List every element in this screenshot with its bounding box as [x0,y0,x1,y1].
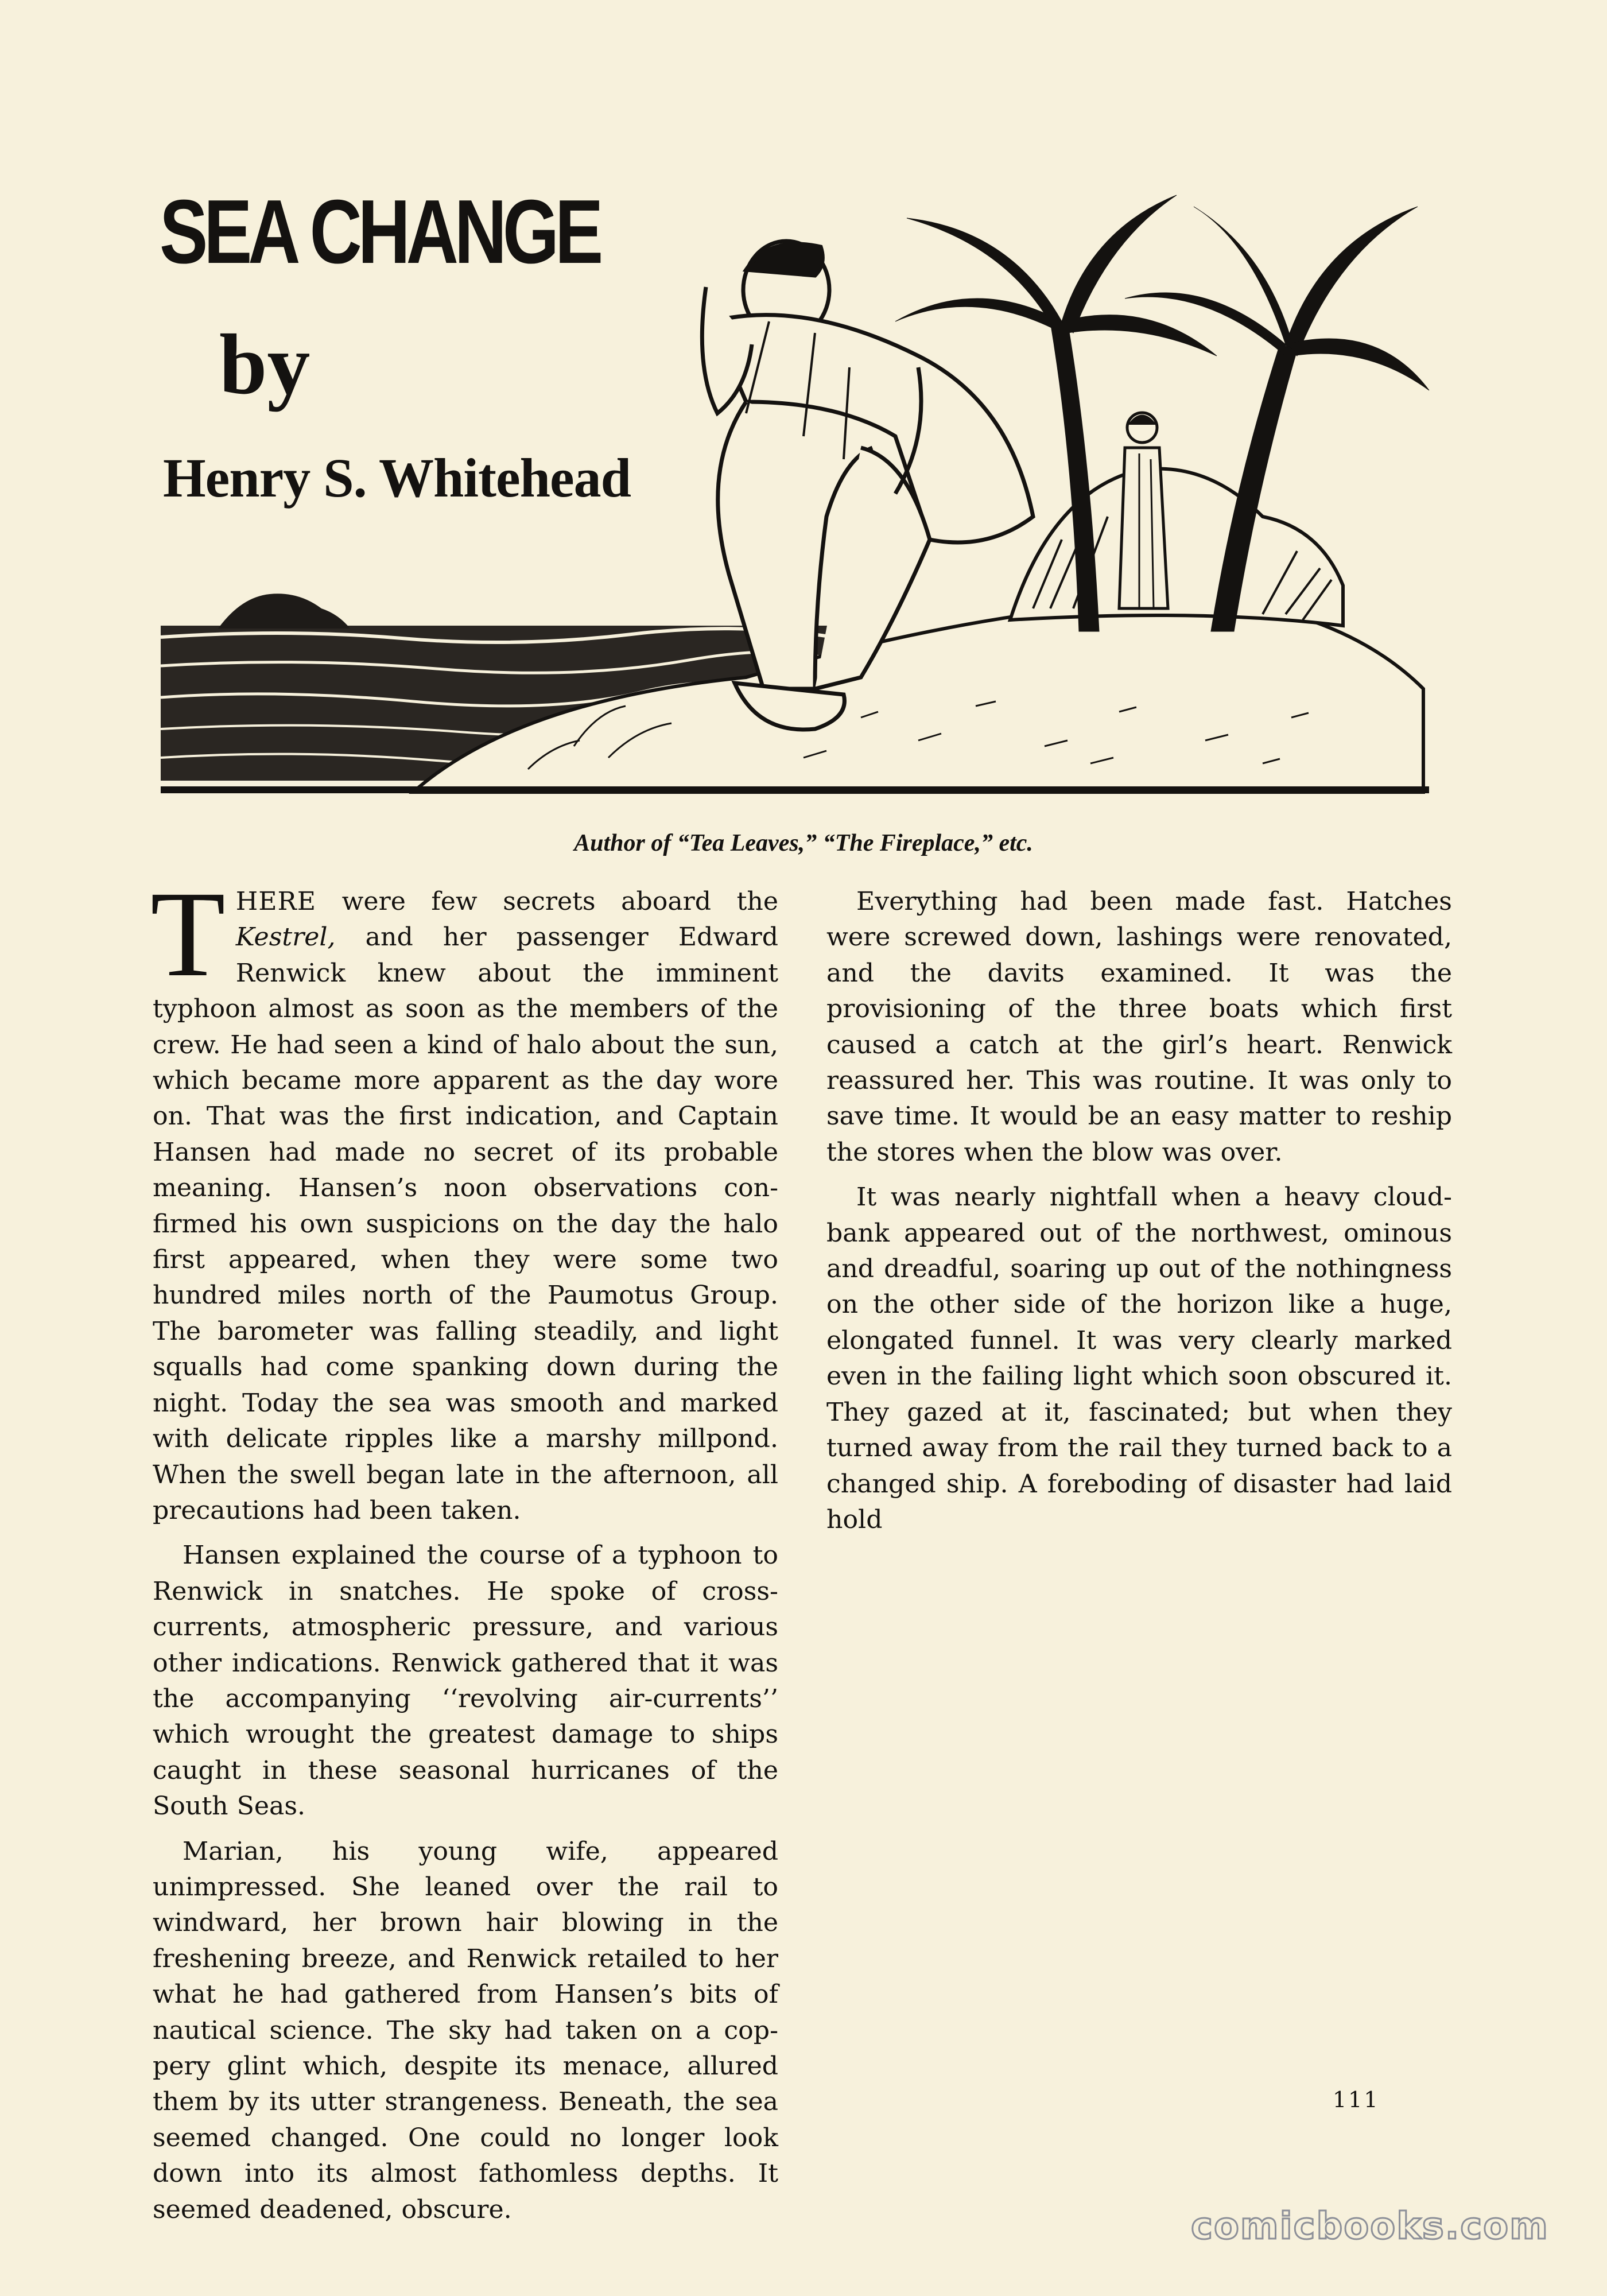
paragraph-1-lead: HERE [235,887,317,916]
author-name: Henry S. Whitehead [163,447,631,509]
watermark: comicbooks.com [1191,2205,1549,2248]
paragraph-1 [150,866,778,1529]
ship-name: Kestrel, [235,922,336,952]
distant-island [218,594,350,629]
rocks [1010,469,1343,626]
paragraph-1-part-b: and her passenger Edward Renwick knew about the imminent typhoon almost as soon as the members of the crew. He had seen a kind of halo about the sun, which became more apparent as the day wore on. That was the first indication, and Captain Hansen had made no secret of its probable meaning. Hansen’s noon observations confirmed his own suspicions on the day the halo first appeared, when they were some two hundred miles north of the Paumotus Group. The barometer was falling steadily, and light squalls had come spanking down during the night. Today the sea was smooth and marked with delicate ripples like a marshy millpond. When the swell began late in the afternoon, all precautions had been taken. [153,922,778,1525]
byline-by: by [219,317,310,412]
text-column-right [826,884,1452,1547]
page-number: 111 [1333,2087,1380,2112]
illustration-border [161,786,1429,793]
paragraph-5: It was nearly nightfall when a heavy cloud-bank appeared out of the northwest, ominous and dreadful, soaring up out of the nothingness on the other side of the horizon like a huge, elongated funnel. It was very clearly marked even in the failing light which soon obscured it. They gazed at it, fascinated; but when they turned away from the rail they turned back to a changed ship. A foreboding of disaster had laid hold [826,1182,1452,1534]
paragraph-4: Everything had been made fast. Hatches were screwed down, lashings were renovated, and the davits examined. It was the provisioning of the three boats which first caused a catch at the girl’s heart. Renwick reassured her. This was routine. It was only to save time. It would be an easy matter to reship the stores when the blow was over. [826,887,1452,1167]
paragraph-3: Marian, his young wife, appeared unimpressed. She leaned over the rail to windward, her brown hair blowing in the freshening breeze, and Renwick retailed to her what he had gathered from Hansen’s bits of nautical science. The sky had taken on a coppery glint which, despite its menace, allured them by its utter strangeness. Beneath, the sea seemed changed. One could no longer look down into its almost fathomless depths. It seemed deadened, obscure. [153,1836,778,2224]
woman-figure [1119,413,1168,608]
story-title: SEA CHANGE [160,181,600,282]
paragraph-1-part-a: were few secrets aboard the [316,887,778,916]
paragraph-2: Hansen explained the course of a typhoon to Renwick in snatches. He spoke of cross-currents, atmospheric pressure, and various other indications. Renwick gathered that it was the accompanying ‘‘revolving air-currents’’ which wrought the greatest damage to ships caught in these seasonal hurricanes of the South Seas. [153,1541,778,1821]
author-credits-caption: Author of “Tea Leaves,” “The Fireplace,” etc. [574,830,1033,856]
drop-cap: T [150,866,226,1002]
text-column-left [150,866,778,2224]
